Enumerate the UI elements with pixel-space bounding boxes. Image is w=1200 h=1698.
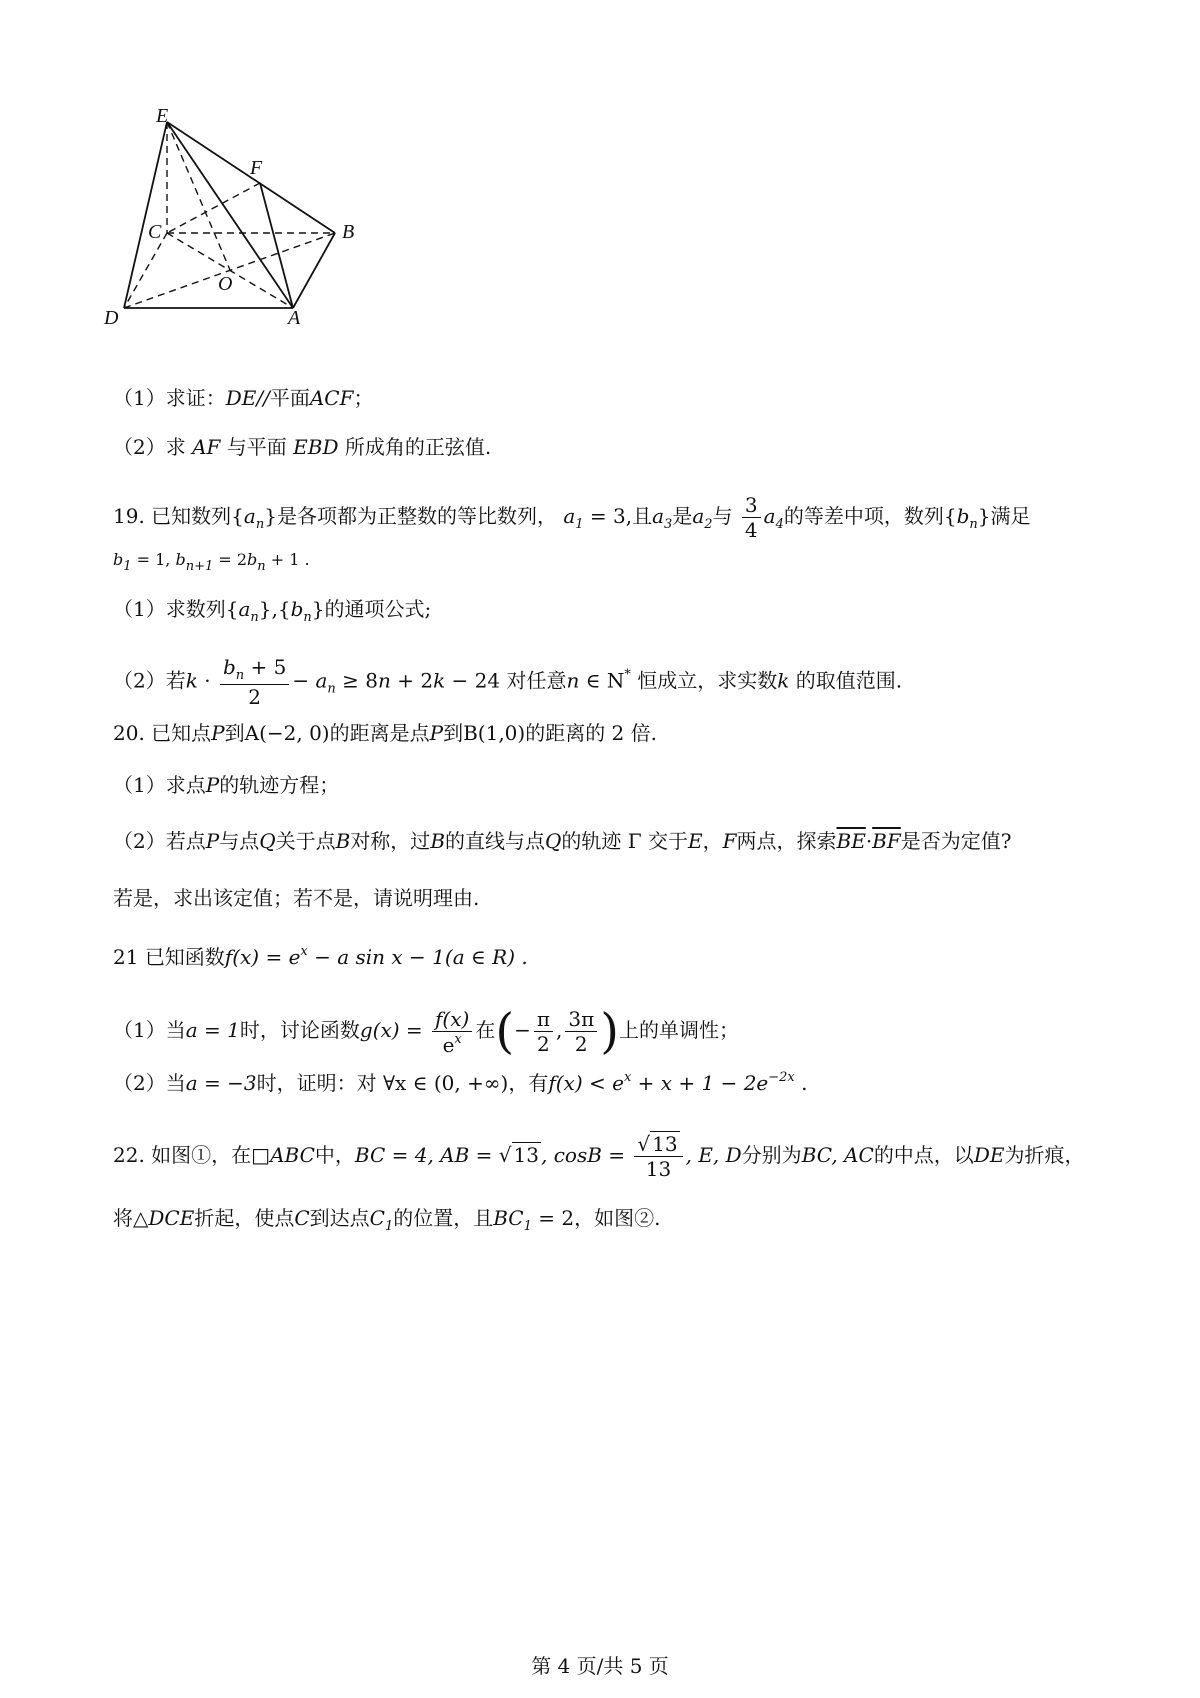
q20-part1: （1）求点P的轨迹方程； (113, 773, 340, 797)
q19-line2-c: + 1 . (270, 550, 310, 569)
edge-EO (167, 122, 230, 270)
q21-p1-int-den2: 2 (574, 1032, 588, 1056)
q21-part2: （2）当a = −3时，证明：对 ∀x ∈ (0, +∞)，有$f(x) < e^x + x + 1 - 2e^{-2x}$ . (113, 1070, 808, 1095)
q19-text2: 是各项都为正整数的等比数列， (276, 504, 557, 528)
q21-p2-a: （2）当 (113, 1071, 186, 1095)
q22-frac-num-sqrt: 13 (652, 1132, 678, 1156)
q18-p2-end: 所成角的正弦值. (344, 435, 492, 459)
label-C: C (148, 221, 162, 243)
q21-p1-g: g(x) = (359, 1018, 423, 1042)
edge-CD (124, 233, 167, 308)
q20-p2-f: 的轨迹 Γ 交于 (561, 829, 689, 853)
edge-ED (124, 122, 167, 308)
q22-text3: , E, D (685, 1143, 742, 1167)
q19-part2: （2）若k · $\frac{b_n + 5}{2}$ − $a_n \ge 8n + 2k - 24$ 对任意n ∈ N* 恒成立，求实数k 的取值范围. (113, 655, 903, 709)
q19-p2-prefix: （2）若 (113, 668, 186, 693)
q20-part2: （2）若点P与点Q关于点B对称，过B的直线与点Q的轨迹 Γ 交于E，F两点，探索$\overline{BE}\cdot\overline{BF}$是否为定值? (113, 829, 1012, 853)
q22-line2-h: BC (493, 1206, 524, 1230)
q19-p2-mid2: + 2 (397, 668, 434, 693)
q22-text6: 的中点，以 (873, 1143, 974, 1167)
q20-p2-c: 关于点 (275, 829, 336, 853)
q19-frac-den: 4 (744, 518, 758, 542)
q18-p2-math1: AF (192, 435, 221, 459)
label-B: B (342, 221, 355, 243)
q21-text1: 已知函数 (144, 945, 225, 969)
q20-text1: 已知点 (151, 721, 212, 745)
q21-number: 21 (113, 945, 139, 969)
q22-sqrt: 13 (513, 1143, 539, 1167)
q22-cond2: , cosB = (541, 1143, 626, 1167)
q20-p2-a: （2）若点 (113, 829, 206, 853)
q18-p2-mid: 与平面 (226, 435, 287, 459)
q19-p2-num: + 5 (250, 655, 287, 679)
q21-p1-num: f(x) (432, 1007, 472, 1032)
label-E: E (156, 105, 169, 127)
q21-p2-d: f(x) < e (548, 1071, 624, 1095)
q19-p1-prefix: （1）求数列 (113, 597, 226, 621)
q20-text5: 的距离的 2 倍. (525, 721, 657, 745)
q18-p1-math: DE// (225, 386, 270, 410)
q21-p1-a: （1）当 (113, 1018, 186, 1042)
q19-text3: 且 (632, 504, 653, 528)
edge-DB (124, 233, 335, 308)
q21-p1-e: 上的单调性； (618, 1018, 739, 1042)
q20-pointB: B(1,0) (463, 721, 526, 745)
q21-p2-b: a = −3 (185, 1071, 257, 1095)
label-D: D (104, 307, 119, 329)
q18-part1 (113, 383, 1090, 413)
q19-p2-den: 2 (248, 684, 261, 709)
q20-p2-h: 两点，探索 (736, 829, 837, 853)
label-A: A (288, 307, 301, 329)
q21-p1-int-den1: 2 (537, 1032, 550, 1056)
q19-p2-end: 恒成立，求实数 (637, 668, 778, 693)
q22-number: 22. (113, 1143, 145, 1167)
q20-p1: （1）求点 (113, 773, 206, 797)
pyramid-figure (100, 100, 380, 335)
q21-part1: （1）当a = 1时，讨论函数g(x) = $\frac{f(x)}{e^x}$ 在(− $\frac{\pi}{2}$ , $\frac{3\pi}{2}$ )上的单调性； (113, 1003, 739, 1060)
q22-line2-c: 折起，使点 (194, 1206, 295, 1230)
q18-p2-math2: EBD (293, 435, 339, 459)
q19-line2: $b_1 = 1$, $b_{n+1} = 2b_n + 1$ . (113, 550, 310, 574)
q22-text7: DE (973, 1143, 1005, 1167)
q21-line1: 21 已知函数$f(x) = e^x - a$ sin x − 1(a ∈ R) . (113, 944, 528, 969)
q21-p1-b: a = 1 (185, 1018, 240, 1042)
q18-p2-prefix: （2）求 (113, 435, 186, 459)
q20-p2-g: ， (702, 829, 723, 853)
q22-line2-i: = 2 (538, 1206, 575, 1230)
q22-frac-den: 13 (645, 1157, 672, 1181)
q20-text4: 到 (443, 721, 464, 745)
q20-line1: 20. 已知点P到A(−2, 0)的距离是点P到B(1,0)的距离的 2 倍. (113, 721, 657, 745)
q19-number: 19. (113, 504, 145, 528)
q22-line2-g: 的位置，且 (393, 1206, 494, 1230)
q21-p1-int-num2: 3π (565, 1007, 597, 1032)
q22-line2-e: 到达点 (309, 1206, 370, 1230)
q20-p2-d: 对称，过 (350, 829, 431, 853)
q19-p2-mid: ≥ 8 (342, 668, 378, 693)
q19-p2-mid3: − 24 对任意 (451, 668, 567, 693)
q20-pointA: A(−2, 0) (244, 721, 330, 745)
label-F: F (250, 157, 263, 179)
q22-text8: 为折痕， (1004, 1143, 1085, 1167)
q18-p1-mid: 平面 (269, 386, 310, 410)
q19-text6: 的等差中项，数列 (783, 504, 944, 528)
q22-text5: BC, AC (801, 1143, 874, 1167)
q19-part1: （1）求数列$\{a_n\},\{b_n\}$的通项公式; (113, 597, 432, 625)
q21-p1-int-num1: π (534, 1007, 553, 1032)
q20-p2-e: 的直线与点 (445, 829, 546, 853)
q19-p1-end: 的通项公式; (324, 597, 432, 621)
q21-p2-f: . (801, 1071, 808, 1095)
q20-p1-end: 的轨迹方程； (219, 773, 340, 797)
q22-line2-d: C (294, 1206, 310, 1230)
q20-p2-line2: 若是，求出该定值；若不是，请说明理由. (113, 886, 480, 910)
q21-p1-d: 在 (475, 1018, 496, 1042)
label-O: O (218, 273, 233, 295)
q19-text1: 已知数列 (151, 504, 232, 528)
edge-AB (293, 233, 335, 308)
q22-line2: 将△DCE折起，使点C到达点$C_1$的位置，且$BC_1 = 2$，如图②. (113, 1206, 661, 1234)
q22-text1: 如图①，在 (151, 1143, 252, 1167)
q20-text2: 到 (224, 721, 245, 745)
q19-text4: 是 (672, 504, 693, 528)
q22-cond: BC = 4, AB = (354, 1143, 493, 1167)
q21-p1-den: e (442, 1032, 455, 1057)
page-footer: 第 4 页/共 5 页 (531, 1654, 669, 1678)
q20-number: 20. (113, 721, 145, 745)
q19-text5: 与 (712, 504, 733, 528)
q21-formula2: − a sin x − 1(a ∈ R) . (314, 945, 528, 969)
q22-tri: □ABC (251, 1143, 315, 1167)
q20-text3: 的距离是点 (329, 721, 430, 745)
q19-line2-a: = 1, (136, 550, 171, 569)
q21-p1-c: 时，讨论函数 (239, 1018, 360, 1042)
q21-formula: f(x) = e (224, 945, 301, 969)
q21-p2-e: + x + 1 − 2e (637, 1071, 769, 1095)
q18-p1-end: ； (353, 386, 374, 410)
q19-p2-set: ∈ N (585, 668, 625, 693)
q19-frac-num: 3 (742, 493, 761, 518)
q18-part2 (113, 432, 1090, 462)
q22-text4: 分别为 (741, 1143, 802, 1167)
q20-p2-i: 是否为定值? (900, 829, 1012, 853)
q18-p1-prefix: （1）求证： (113, 386, 226, 410)
q18-p1-math2: ACF (309, 386, 354, 410)
q21-p2-c: 时，证明：对 ∀x ∈ (0, +∞)，有 (256, 1071, 549, 1095)
q22-line2-b: △DCE (133, 1206, 195, 1230)
q19-a1: = 3, (589, 504, 633, 528)
q19-p2-end2: 的取值范围. (795, 668, 903, 693)
q19-text7: 满足 (990, 504, 1031, 528)
q19-line2-b: = 2 (218, 550, 248, 569)
q19-line1: 19. 已知数列$\{a_n\}$是各项都为正整数的等比数列， $a_1 = 3$,且$a_3$是$a_2$与 $\frac{3}{4}$ $a_4$的等差中项，数列$\{b_n\}$满足 (113, 493, 1031, 542)
q22-line1: 22. 如图①，在□ABC中，BC = 4, AB = √ 13 , cosB = $\frac{√ 13}{13}$ , E, D分别为BC, AC的中点，以DE为折痕， (113, 1132, 1085, 1181)
q22-line2-a: 将 (113, 1206, 133, 1230)
q22-line2-f: C (369, 1206, 385, 1230)
q22-line2-j: ，如图②. (574, 1206, 661, 1230)
q20-part2-line2 (113, 883, 1090, 913)
q20-p2-b: 与点 (219, 829, 260, 853)
q22-text2: 中， (314, 1143, 355, 1167)
